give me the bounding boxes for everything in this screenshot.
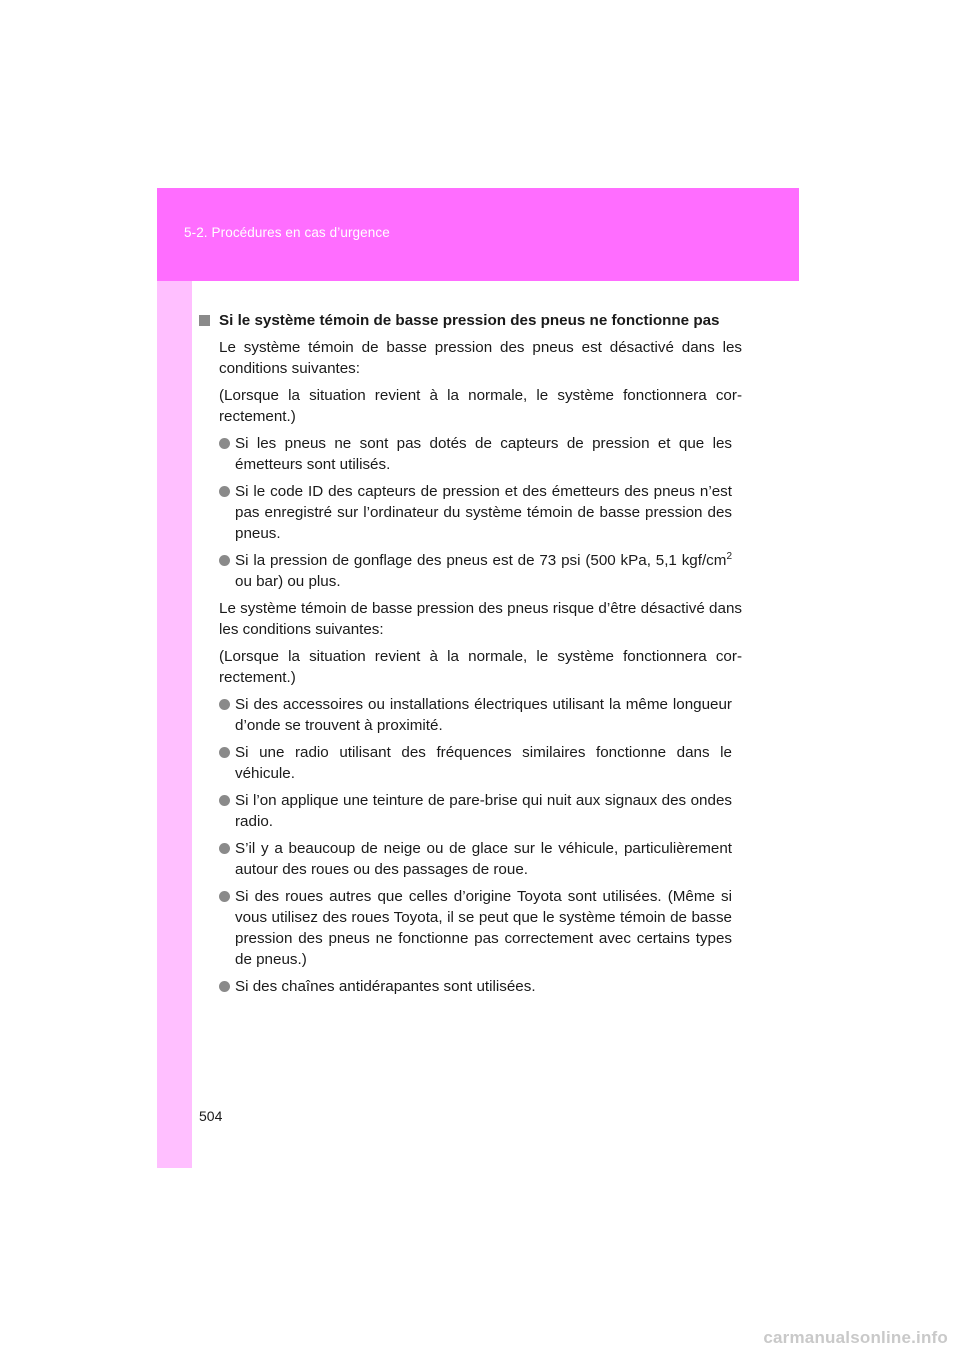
- circle-bullet-icon: [219, 699, 230, 710]
- circle-bullet-icon: [219, 981, 230, 992]
- square-bullet-icon: [199, 315, 210, 326]
- list-item: Si des accessoires ou installations électriques utilisant la même longueur d’onde se trouvent à proximité.: [219, 694, 732, 736]
- heading-text: Si le système témoin de basse pression des pneus ne fonctionne pas: [219, 312, 720, 329]
- list-item: Si les pneus ne sont pas dotés de capteurs de pression et que les émetteurs sont utilisés.: [219, 433, 732, 475]
- side-strip: [157, 281, 192, 1168]
- paragraph: Le système témoin de basse pression des pneus est désactivé dans les conditions suivantes:: [219, 339, 742, 377]
- circle-bullet-icon: [219, 438, 230, 449]
- list-item: S’il y a beaucoup de neige ou de glace sur le véhicule, particulièrement autour des roues ou des passages de roue.: [219, 838, 732, 880]
- content: [219, 310, 742, 997]
- page-frame: [157, 188, 799, 1168]
- circle-bullet-icon: [219, 747, 230, 758]
- circle-bullet-icon: [219, 486, 230, 497]
- section-title: 5-2. Procédures en cas d’urgence: [184, 225, 390, 240]
- list-item: Si la pression de gonflage des pneus est de 73 psi (500 kPa, 5,1 kgf/$cm^2$ ou bar) ou plus.: [219, 550, 732, 592]
- circle-bullet-icon: [219, 555, 230, 566]
- paragraph: (Lorsque la situation revient à la normale, le système fonctionnera correctement.): [219, 648, 742, 686]
- paragraph: (Lorsque la situation revient à la normale, le système fonctionnera correctement.): [219, 387, 742, 425]
- circle-bullet-icon: [219, 843, 230, 854]
- list-item: Si l’on applique une teinture de pare-brise qui nuit aux signaux des ondes radio.: [219, 790, 732, 832]
- watermark: carmanualsonline.info: [763, 1328, 948, 1347]
- paragraph: Le système témoin de basse pression des pneus risque d’être désactivé dans les conditions suivantes:: [219, 600, 742, 638]
- list-item: Si des roues autres que celles d’origine Toyota sont utilisées. (Même si vous utilisez des roues Toyota, il se peut que le système témoin de basse pression des pneus ne fonctionne pas correctement avec certains types de pneus.): [219, 886, 732, 970]
- header-band: [157, 188, 799, 281]
- circle-bullet-icon: [219, 795, 230, 806]
- circle-bullet-icon: [219, 891, 230, 902]
- page-number: 504: [199, 1108, 223, 1124]
- list-item: Si une radio utilisant des fréquences similaires fonctionne dans le véhicule.: [219, 742, 732, 784]
- heading: [199, 310, 742, 331]
- list-item: Si des chaînes antidérapantes sont utilisées.: [219, 976, 732, 997]
- list-item: Si le code ID des capteurs de pression et des émetteurs des pneus n’est pas enregistré sur l’ordinateur du système témoin de basse pression des pneus.: [219, 481, 732, 544]
